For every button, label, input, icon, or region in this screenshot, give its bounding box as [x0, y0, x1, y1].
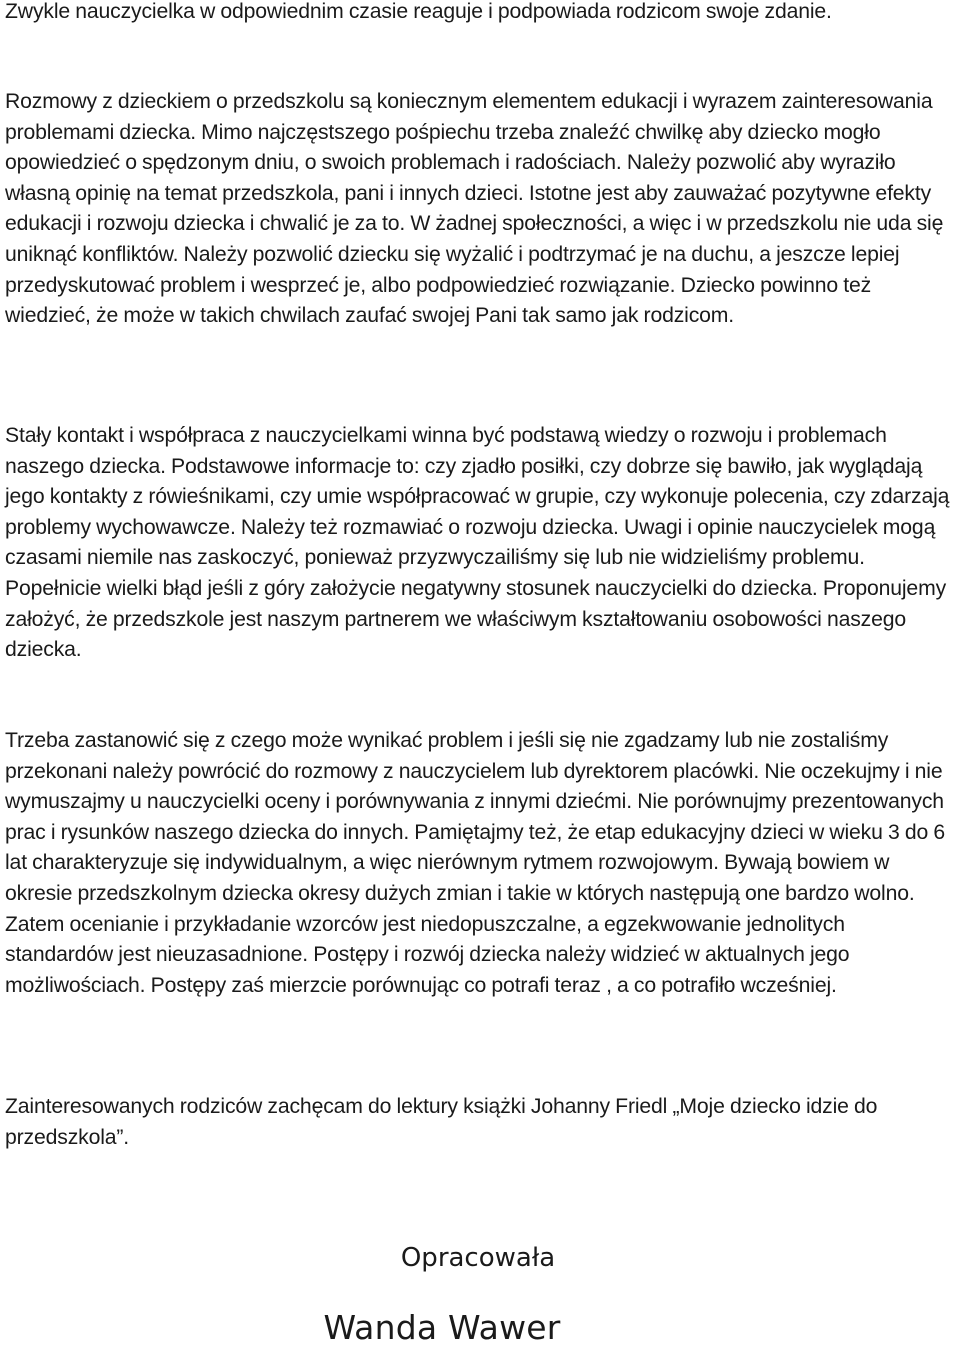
paragraph-conversations: Rozmowy z dzieckiem o przedszkolu są koniecznym elementem edukacji i wyrazem zainteresowania problemami dziecka. Mimo najczęstszego pośpiechu trzeba znaleźć chwilkę aby dziecko mogło opowiedzieć o spędzonym dniu, o swoich problemach i radościach. Należy pozwolić aby wyraziło własną opinię na temat przedszkola, pani i innych dzieci. Istotne jest aby zauważać pozytywne efekty edukacji i rozwoju dziecka i chwalić je za to. W żadnej społeczności, a więc i w przedszkolu nie uda się uniknąć konfliktów. Należy pozwolić dziecku się wyżalić i podtrzymać je na duchu, a jeszcze lepiej przedyskutować problem i wesprzeć je, albo podpowiedzieć rozwiązanie. Dziecko powinno też wiedzieć, że może w takich chwilach zaufać swojej Pani tak samo jak rodzicom. — [5, 90, 944, 328]
paragraph-intro: Zwykle nauczycielka w odpowiednim czasie reaguje i podpowiada rodzicom swoje zdanie. — [5, 0, 832, 23]
signature-label: Opracowała — [400, 1243, 556, 1273]
paragraph-book-recommendation: Zainteresowanych rodziców zachęcam do lektury książki Johanny Friedl „Moje dziecko idzie do przedszkola”. — [5, 1095, 878, 1149]
paragraph-problems: Trzeba zastanowić się z czego może wynikać problem i jeśli się nie zgadzamy lub nie zostaliśmy przekonani należy powrócić do rozmowy z nauczycielem lub dyrektorem placówki. Nie oczekujmy i nie wymuszajmy u nauczycielki oceny i porównywania z innymi dziećmi. Nie porównujmy prezentowanych prac i rysunków naszego dziecka do innych. Pamiętajmy też, że etap edukacyjny dzieci w wieku 3 do 6 lat charakteryzuje się indywidualnym, a więc nierównym rytmem rozwojowym. Bywają bowiem w okresie przedszkolnym dziecka okresy dużych zmian i takie w których następują one bardzo wolno. Zatem ocenianie i przykładanie wzorców jest niedopuszczalne, a egzekwowanie jednolitych standardów jest nieuzasadnione. Postępy i rozwój dziecka należy widzieć w aktualnych jego możliwościach. Postępy zaś mierzcie porównując co potrafi teraz , a co potrafiło wcześniej. — [5, 729, 945, 997]
paragraph-contact: Stały kontakt i współpraca z nauczycielkami winna być podstawą wiedzy o rozwoju i problemach naszego dziecka. Podstawowe informacje to: czy zjadło posiłki, czy dobrze się bawiło, jak wyglądają jego kontakty z rówieśnikami, czy umie współpracować w grupie, czy wykonuje polecenia, czy zdarzają problemy wychowawcze. Należy też rozmawiać o rozwoju dziecka. Uwagi i opinie nauczycielek mogą czasami niemile nas zaskoczyć, ponieważ przyzwyczailiśmy się lub nie widzieliśmy problemu. Popełnicie wielki błąd jeśli z góry założycie negatywny stosunek nauczycielki do dziecka. Proponujemy założyć, że przedszkole jest naszym partnerem we właściwym kształtowaniu osobowości naszego dziecka. — [5, 424, 950, 662]
signature-name: Wanda Wawer — [323, 1308, 561, 1347]
